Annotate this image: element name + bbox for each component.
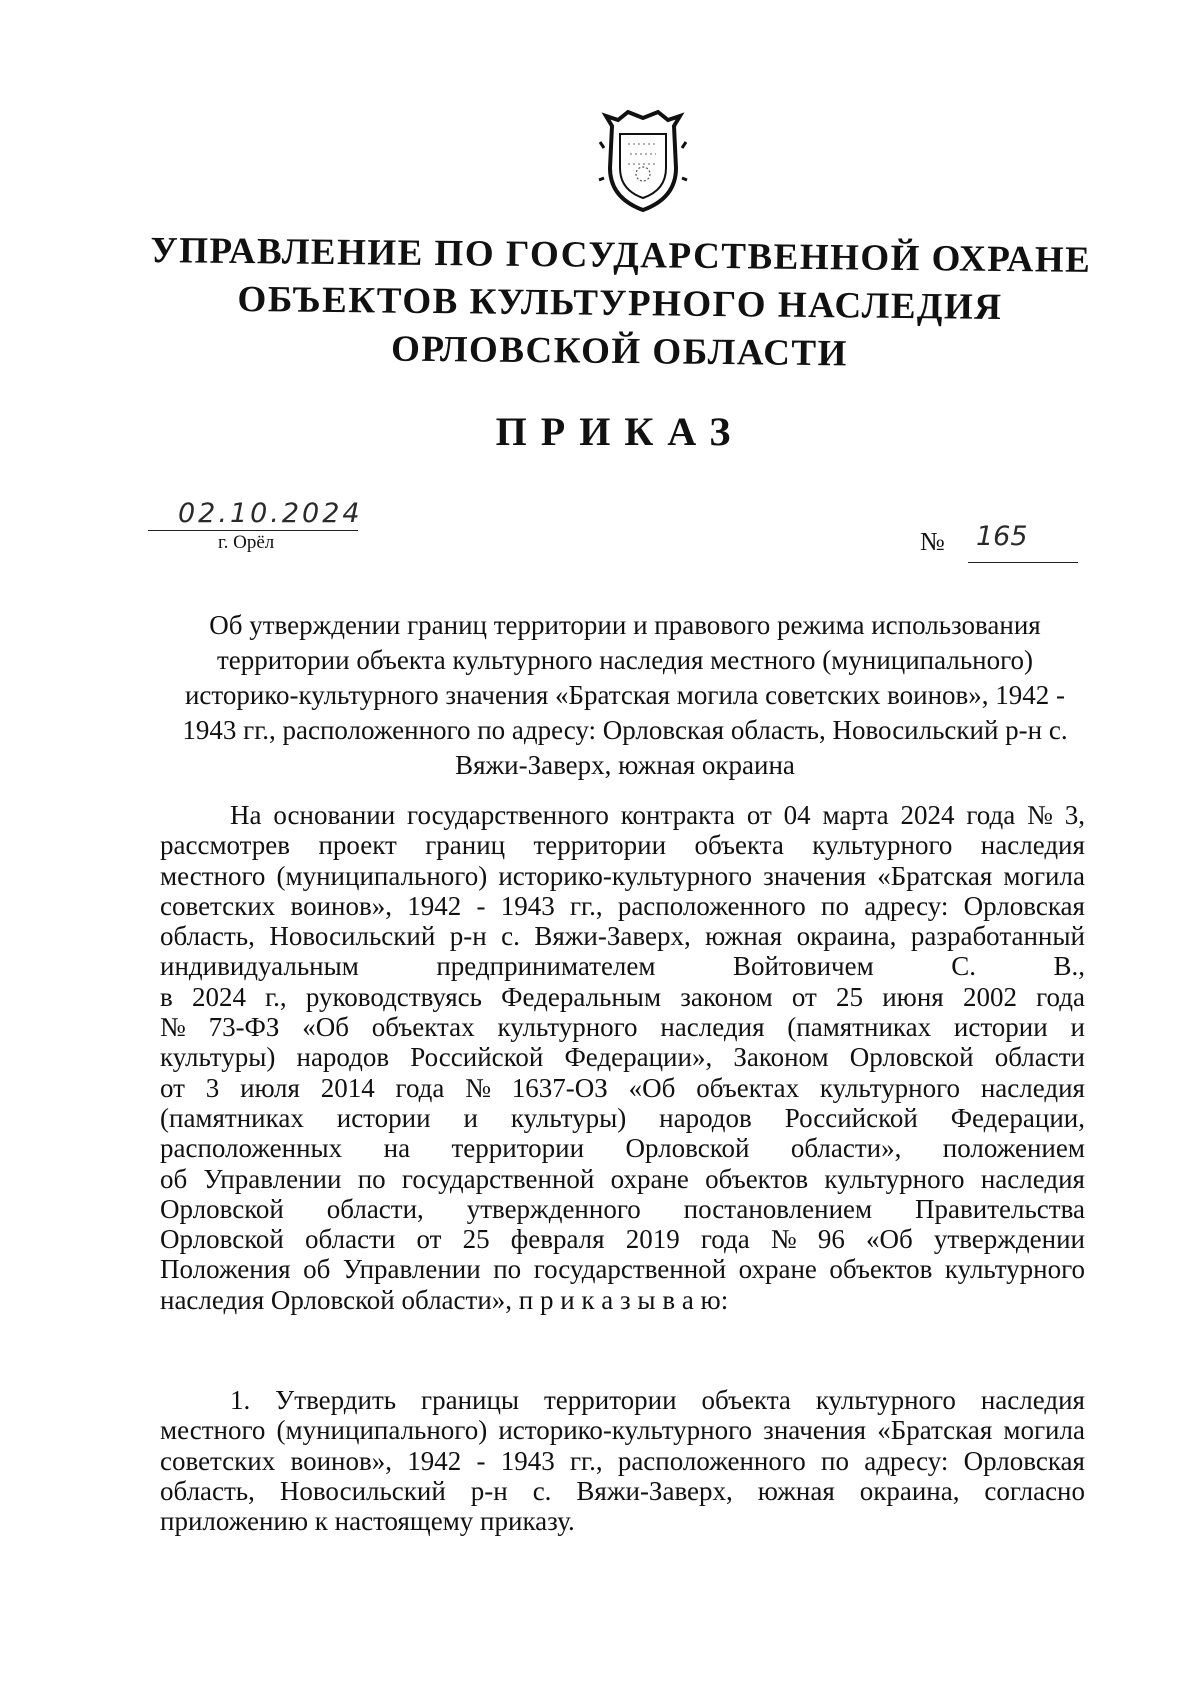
date-block [148,498,368,554]
subject-line: Вяжи-Заверх, южная окраина [455,750,795,780]
order-subject [180,608,1070,783]
text-line: Орловской области от 25 февраля 2019 года № 96 «Об утверждении [160,1224,1085,1255]
text-line: советских воинов», 1942 - 1943 гг., расположенного по адресу: Орловская [160,890,1085,921]
document-type: ПРИКАЗ [495,409,745,454]
text-line: На основании государственного контракта от 04 марта 2024 года № 3, [230,800,1085,830]
organization-title [149,227,1090,381]
subject-line: территории объекта культурного наследия местного (муниципального) [217,645,1033,675]
text-line: № 73-ФЗ «Об объектах культурного наследия (памятниках истории и [160,1012,1085,1043]
text-line: приложению к настоящему приказу. [160,1506,575,1537]
text-line: (памятниках истории и культуры) народов Российской Федерации, [160,1102,1085,1133]
subject-line: историко-культурного значения «Братская могила советских воинов», 1942 - [184,680,1066,710]
text-line: в 2024 г., руководствуясь Федеральным законом от 25 июня 2002 года [160,981,1085,1012]
preamble-paragraph [160,800,1085,1315]
org-line-3: ОРЛОВСКОЙ ОБЛАСТИ [390,328,849,375]
org-line-2: ОБЪЕКТОВ КУЛЬТУРНОГО НАСЛЕДИЯ [237,278,1003,329]
handwritten-date: 02.10.2024 [178,498,363,529]
number-underline [968,562,1078,563]
handwritten-number: 165 [976,521,1028,552]
text-line: наследия Орловской области», п р и к а з ы в а ю: [160,1284,729,1315]
subject-line: 1943 гг., расположенного по адресу: Орловская область, Новосильский р-н с. [182,715,1068,745]
text-line: Орловской области, утвержденного постановлением Правительства [160,1193,1085,1224]
text-line: от 3 июля 2014 года № 1637-ОЗ «Об объектах культурного наследия [160,1072,1085,1103]
coat-of-arms-icon [598,108,688,216]
text-line: рассмотрев проект границ территории объекта культурного наследия [160,830,1085,861]
text-line: область, Новосильский р-н с. Вяжи-Заверх, южная окраина, разработанный [160,921,1085,952]
order-number-block [920,521,1080,565]
text-line: об Управлении по государственной охране объектов культурного наследия [160,1163,1085,1194]
text-line: местного (муниципального) историко-культурного значения «Братская могила [160,1415,1085,1446]
text-line: 1. Утвердить границы территории объекта культурного наследия [230,1385,1085,1415]
subject-line: Об утверждении границ территории и правового режима использования [209,610,1041,640]
org-line-1: УПРАВЛЕНИЕ ПО ГОСУДАРСТВЕННОЙ ОХРАНЕ [150,230,1092,281]
text-line: советских воинов», 1942 - 1943 гг., расположенного по адресу: Орловская [160,1445,1085,1476]
text-line: культуры) народов Российской Федерации», Законом Орловской области [160,1042,1085,1073]
text-line: область, Новосильский р-н с. Вяжи-Заверх, южная окраина, согласно [160,1475,1085,1506]
city-label: г. Орёл [218,532,275,553]
text-line: местного (муниципального) историко-культурного значения «Братская могила [160,860,1085,891]
text-line: индивидуальным предпринимателем Войтовичем С. В., [160,951,1085,982]
clause-1-paragraph [160,1385,1085,1536]
number-sign: № [920,527,945,556]
date-underline [148,530,358,531]
text-line: расположенных на территории Орловской области», положением [160,1133,1085,1164]
text-line: Положения об Управлении по государственной охране объектов культурного [160,1254,1085,1285]
